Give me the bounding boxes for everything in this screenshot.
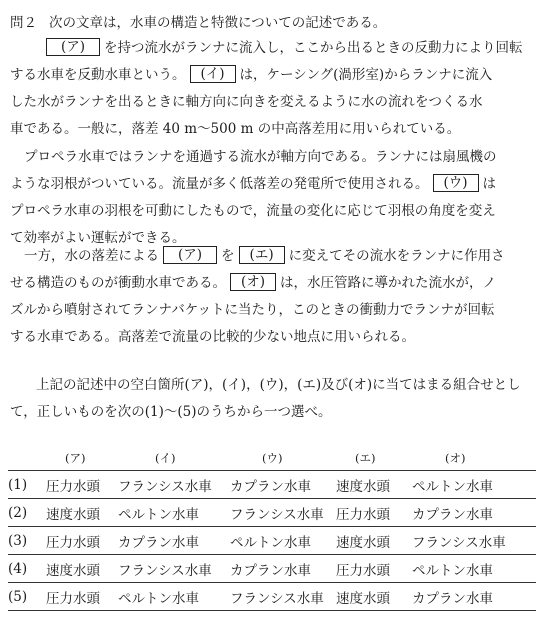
instruction-text: 上記の記述中の空白箇所(ア)，(イ)，(ウ)，(エ)及び(オ)に当てはまる組合せとし [36,377,521,393]
choice-cell: フランシス水車 [230,499,336,527]
passage-text: て効率がよい運転ができる。 [10,230,186,246]
column-header-a: (ア) [65,451,86,465]
passage-text: した水がランナを出るときに軸方向に向きを変えるように水の流れをつくる水 [10,94,483,110]
choice-cell: 圧力水頭 [336,499,412,527]
passage-text: する水車である。高落差で流量の比較的少ない地点に用いられる。 [10,329,415,345]
choice-cell: 速度水頭 [336,471,412,499]
choice-number: (3) [8,527,46,555]
passage-text: プロペラ水車の羽根を可動にしたもので，流量の変化に応じて羽根の角度を変え [10,203,496,219]
instruction-line [10,402,331,422]
passage-line [10,92,483,112]
question-title [10,13,386,33]
choice-row[interactable] [8,471,536,499]
question-intro: 次の文章は，水車の構造と特徴についての記述である。 [49,15,387,31]
choice-cell: フランシス水車 [412,527,536,555]
passage-text: を [221,248,235,264]
passage-text: は，ケーシング(渦形室)からランナに流入 [239,67,493,83]
choice-cell: カプラン水車 [230,555,336,583]
choice-row[interactable] [8,499,536,527]
passage-line [10,300,495,320]
passage-text: は，水圧管路に導かれた流水が，ノ [280,275,497,291]
passage-line [10,201,496,221]
passage-text: ズルから噴射されてランナバケットに当たり，このときの衝動力でランナが回転 [10,302,495,318]
passage-text: せる構造のものが衝動水車である。 [10,275,226,291]
choice-cell: ペルトン水車 [230,527,336,555]
choice-cell: ペルトン水車 [412,471,536,499]
choice-number: (2) [8,499,46,527]
choice-number: (4) [8,555,46,583]
choice-cell: 速度水頭 [46,555,118,583]
choice-cell: 速度水頭 [46,499,118,527]
instruction-line [36,375,521,395]
choice-cell: 圧力水頭 [46,471,118,499]
passage-text: 車である。一般に，落差 40 m～500 m の中高落差用に用いられている。 [10,121,461,137]
passage-line [10,119,460,139]
passage-line [24,147,497,167]
choice-number: (5) [8,583,46,611]
choice-cell: カプラン水車 [412,499,536,527]
choice-row[interactable] [8,555,536,583]
choice-cell: カプラン水車 [118,527,230,555]
passage-text: する水車を反動水車という。 [10,67,186,83]
choice-cell: 速度水頭 [336,583,412,611]
blank-box-u: (ウ) [433,174,479,192]
passage-text: を持つ流水がランナに流入し，ここから出るときの反動力により回転 [104,40,523,56]
blank-box-e: (エ) [239,246,285,264]
passage-line [10,228,186,248]
passage-text: ような羽根がついている。流量が多く低落差の発電所で使用される。 [10,176,429,192]
blank-box-a: (ア) [163,246,217,264]
passage-text: は [482,176,497,192]
passage-line [10,273,496,293]
choice-number: (1) [8,471,46,499]
column-header-e: (エ) [355,451,376,465]
instruction-text: て，正しいものを次の(1)～(5)のうちから一つ選べ。 [10,404,332,420]
passage-line [10,327,415,347]
passage-text: 一方，水の落差による [24,248,159,264]
passage-line [24,246,505,266]
choice-cell: ペルトン水車 [118,499,230,527]
choice-cell: 速度水頭 [336,527,412,555]
question-number: 問２ [10,15,37,31]
blank-box-i: (イ) [190,65,236,83]
choice-cell: カプラン水車 [230,471,336,499]
choice-cell: フランシス水車 [118,471,230,499]
column-header-u: (ウ) [262,451,283,465]
choice-cell: ペルトン水車 [412,555,536,583]
choice-cell: 圧力水頭 [46,527,118,555]
blank-box-o: (オ) [230,273,276,291]
answer-choices-table [8,470,536,611]
column-header-i: (イ) [155,451,176,465]
choice-cell: 圧力水頭 [46,583,118,611]
choice-cell: フランシス水車 [230,583,336,611]
choice-cell: カプラン水車 [412,583,536,611]
passage-text: プロペラ水車ではランナを通過する流水が軸方向である。ランナには扇風機の [24,149,497,165]
choice-cell: 圧力水頭 [336,555,412,583]
choice-cell: フランシス水車 [118,555,230,583]
choice-row[interactable] [8,583,536,611]
choice-row[interactable] [8,527,536,555]
passage-line [42,38,523,58]
column-header-o: (オ) [445,451,466,465]
passage-text: に変えてその流水をランナに作用さ [288,248,505,264]
blank-box-a: (ア) [46,38,100,56]
passage-line [10,174,496,194]
passage-line [10,65,492,85]
choice-cell: ペルトン水車 [118,583,230,611]
